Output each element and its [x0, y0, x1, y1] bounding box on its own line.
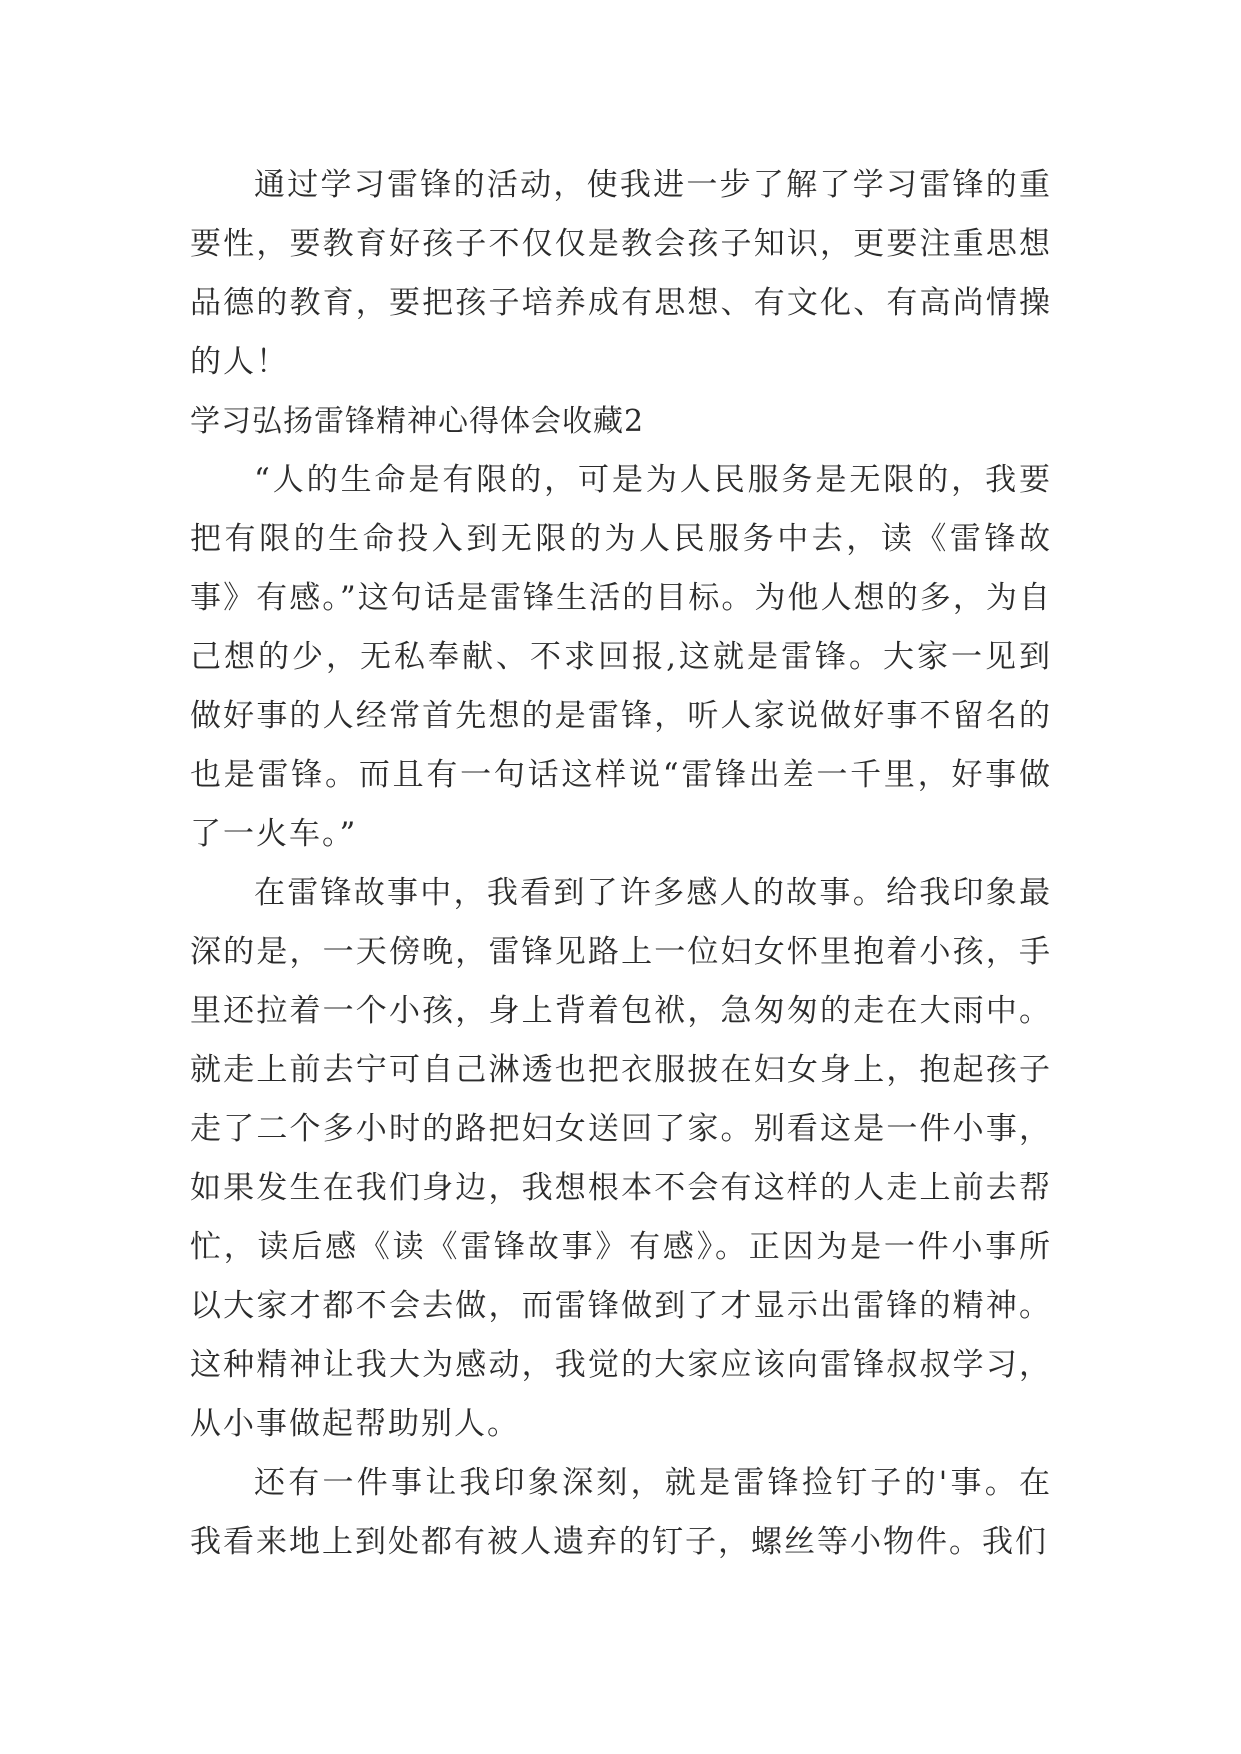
section-heading: 学习弘扬雷锋精神心得体会收藏2 [190, 404, 645, 439]
paragraph-2: “人的生命是有限的，可是为人民服务是无限的，我要把有限的生命投入到无限的为人民服务中去，读《雷锋故事》有感。”这句话是雷锋生活的目标。为他人想的多，为自己想的少，无私奉献、不求回报,这就是雷锋。大家一见到做好事的人经常首先想的是雷锋，听人家说做好事不留名的也是雷锋。而且有一句话这样说“雷锋出差一千里，好事做了一火车。” [190, 462, 1052, 852]
paragraph-4: 还有一件事让我印象深刻，就是雷锋捡钉子的'事。在我看来地上到处都有被人遗弃的钉子，螺丝等小物件。我们 [190, 1465, 1052, 1560]
paragraph-3: 在雷锋故事中，我看到了许多感人的故事。给我印象最深的是，一天傍晚，雷锋见路上一位妇女怀里抱着小孩，手里还拉着一个小孩，身上背着包袱，急匆匆的走在大雨中。就走上前去宁可自己淋透也把衣服披在妇女身上，抱起孩子走了二个多小时的路把妇女送回了家。别看这是一件小事，如果发生在我们身边，我想根本不会有这样的人走上前去帮忙，读后感《读《雷锋故事》有感》。正因为是一件小事所以大家才都不会去做，而雷锋做到了才显示出雷锋的精神。这种精神让我大为感动，我觉的大家应该向雷锋叔叔学习，从小事做起帮助别人。 [190, 875, 1052, 1442]
document-body [190, 156, 1052, 1572]
paragraph-1: 通过学习雷锋的活动，使我进一步了解了学习雷锋的重要性，要教育好孩子不仅仅是教会孩子知识，更要注重思想品德的教育，要把孩子培养成有思想、有文化、有高尚情操的人！ [190, 167, 1052, 380]
